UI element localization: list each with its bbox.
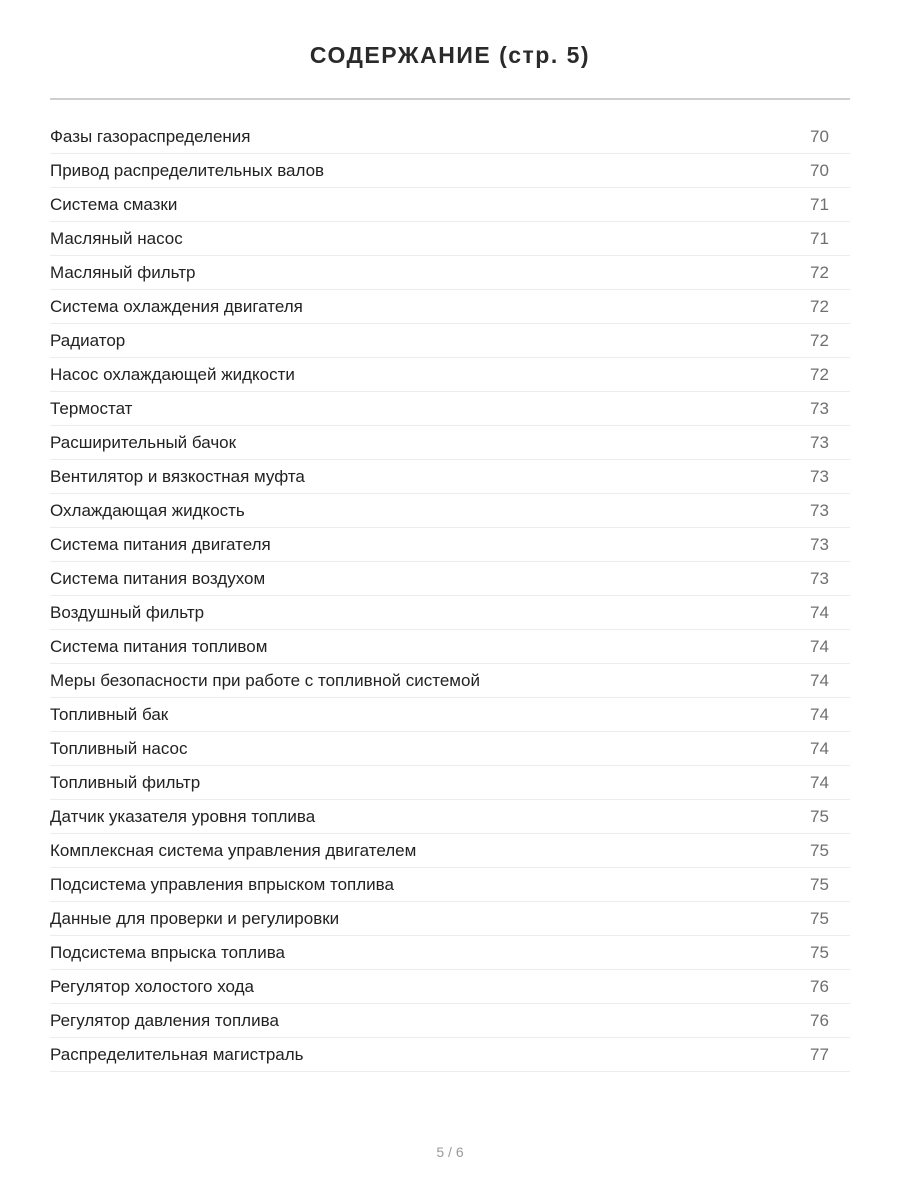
toc-entry-title: Насос охлаждающей жидкости xyxy=(50,364,295,384)
toc-entry-page-number: 72 xyxy=(810,296,829,316)
toc-entry-page-number: 72 xyxy=(810,364,829,384)
toc-entry-title: Система питания воздухом xyxy=(50,568,266,588)
toc-entry-page-number: 74 xyxy=(810,704,829,724)
toc-entry-title: Система питания двигателя xyxy=(50,534,271,554)
toc-entry-title: Радиатор xyxy=(50,330,126,350)
toc-entry-page-number: 75 xyxy=(810,908,829,928)
toc-entry-title: Система охлаждения двигателя xyxy=(50,296,303,316)
toc-entry[interactable] xyxy=(50,188,850,222)
toc-entry-page-number: 70 xyxy=(810,160,829,180)
toc-entry-title: Распределительная магистраль xyxy=(50,1044,304,1064)
toc-entry[interactable] xyxy=(50,426,850,460)
toc-entry-title: Фазы газораспределения xyxy=(50,126,251,146)
toc-entry-page-number: 75 xyxy=(810,874,829,894)
toc-entry-title: Комплексная система управления двигателем xyxy=(50,840,417,860)
toc-entry[interactable] xyxy=(50,120,850,154)
title-divider xyxy=(50,98,850,100)
toc-entry-page-number: 77 xyxy=(810,1044,829,1064)
toc-entry-page-number: 74 xyxy=(810,772,829,792)
toc-entry-title: Датчик указателя уровня топлива xyxy=(50,806,316,826)
toc-entry-title: Система смазки xyxy=(50,194,178,214)
toc-entry[interactable] xyxy=(50,698,850,732)
toc-entry-page-number: 75 xyxy=(810,942,829,962)
toc-entry-page-number: 75 xyxy=(810,806,829,826)
toc-entry[interactable] xyxy=(50,392,850,426)
toc-entry-title: Расширительный бачок xyxy=(50,432,237,452)
toc-entry[interactable] xyxy=(50,562,850,596)
toc-entry[interactable] xyxy=(50,290,850,324)
toc-entry[interactable] xyxy=(50,358,850,392)
page-title: СОДЕРЖАНИЕ (стр. 5) xyxy=(309,42,591,68)
toc-entry-title: Система питания топливом xyxy=(50,636,268,656)
toc-entry[interactable] xyxy=(50,970,850,1004)
toc-entry-page-number: 72 xyxy=(810,262,829,282)
toc-entry-page-number: 73 xyxy=(810,398,829,418)
toc-entry[interactable] xyxy=(50,936,850,970)
toc-entry[interactable] xyxy=(50,494,850,528)
toc-entry-page-number: 75 xyxy=(810,840,829,860)
toc-entry-title: Меры безопасности при работе с топливной системой xyxy=(50,670,480,690)
toc-entry[interactable] xyxy=(50,800,850,834)
toc-entry-title: Регулятор холостого хода xyxy=(50,976,254,996)
toc-entry-page-number: 73 xyxy=(810,466,829,486)
toc-entry[interactable] xyxy=(50,868,850,902)
toc-entry[interactable] xyxy=(50,902,850,936)
toc-entry-page-number: 76 xyxy=(810,976,829,996)
toc-entry-title: Топливный фильтр xyxy=(50,772,201,792)
toc-entry[interactable] xyxy=(50,630,850,664)
toc-entry-page-number: 74 xyxy=(810,602,829,622)
toc-entry-title: Термостат xyxy=(50,398,133,418)
toc-entry-page-number: 74 xyxy=(810,670,829,690)
table-of-contents xyxy=(50,120,850,1072)
toc-entry-page-number: 73 xyxy=(810,432,829,452)
toc-entry[interactable] xyxy=(50,596,850,630)
toc-entry-title: Масляный насос xyxy=(50,228,183,248)
toc-entry-page-number: 72 xyxy=(810,330,829,350)
toc-entry-page-number: 71 xyxy=(810,228,829,248)
toc-entry-page-number: 74 xyxy=(810,738,829,758)
toc-entry[interactable] xyxy=(50,222,850,256)
toc-entry[interactable] xyxy=(50,732,850,766)
toc-entry[interactable] xyxy=(50,1038,850,1072)
toc-entry-title: Регулятор давления топлива xyxy=(50,1010,279,1030)
toc-entry-title: Масляный фильтр xyxy=(50,262,196,282)
toc-entry-title: Топливный насос xyxy=(50,738,188,758)
toc-entry-title: Охлаждающая жидкость xyxy=(50,500,245,520)
toc-entry-page-number: 76 xyxy=(810,1010,829,1030)
document-page xyxy=(50,0,850,1072)
toc-entry-title: Воздушный фильтр xyxy=(50,602,205,622)
toc-entry[interactable] xyxy=(50,154,850,188)
toc-entry-page-number: 74 xyxy=(810,636,829,656)
toc-entry-title: Привод распределительных валов xyxy=(50,160,325,180)
toc-entry[interactable] xyxy=(50,460,850,494)
toc-entry[interactable] xyxy=(50,766,850,800)
toc-entry-title: Данные для проверки и регулировки xyxy=(50,908,340,928)
toc-entry-title: Подсистема впрыска топлива xyxy=(50,942,285,962)
toc-entry-page-number: 71 xyxy=(810,194,829,214)
toc-entry[interactable] xyxy=(50,834,850,868)
toc-entry[interactable] xyxy=(50,528,850,562)
page-indicator: 5 / 6 xyxy=(436,1144,464,1160)
toc-entry[interactable] xyxy=(50,1004,850,1038)
toc-entry-page-number: 73 xyxy=(810,534,829,554)
toc-entry-page-number: 70 xyxy=(810,126,829,146)
toc-entry-title: Вентилятор и вязкостная муфта xyxy=(50,466,305,486)
toc-entry-title: Подсистема управления впрыском топлива xyxy=(50,874,394,894)
toc-entry[interactable] xyxy=(50,324,850,358)
toc-entry[interactable] xyxy=(50,664,850,698)
toc-entry-page-number: 73 xyxy=(810,500,829,520)
toc-entry-page-number: 73 xyxy=(810,568,829,588)
toc-entry-title: Топливный бак xyxy=(50,704,169,724)
toc-entry[interactable] xyxy=(50,256,850,290)
